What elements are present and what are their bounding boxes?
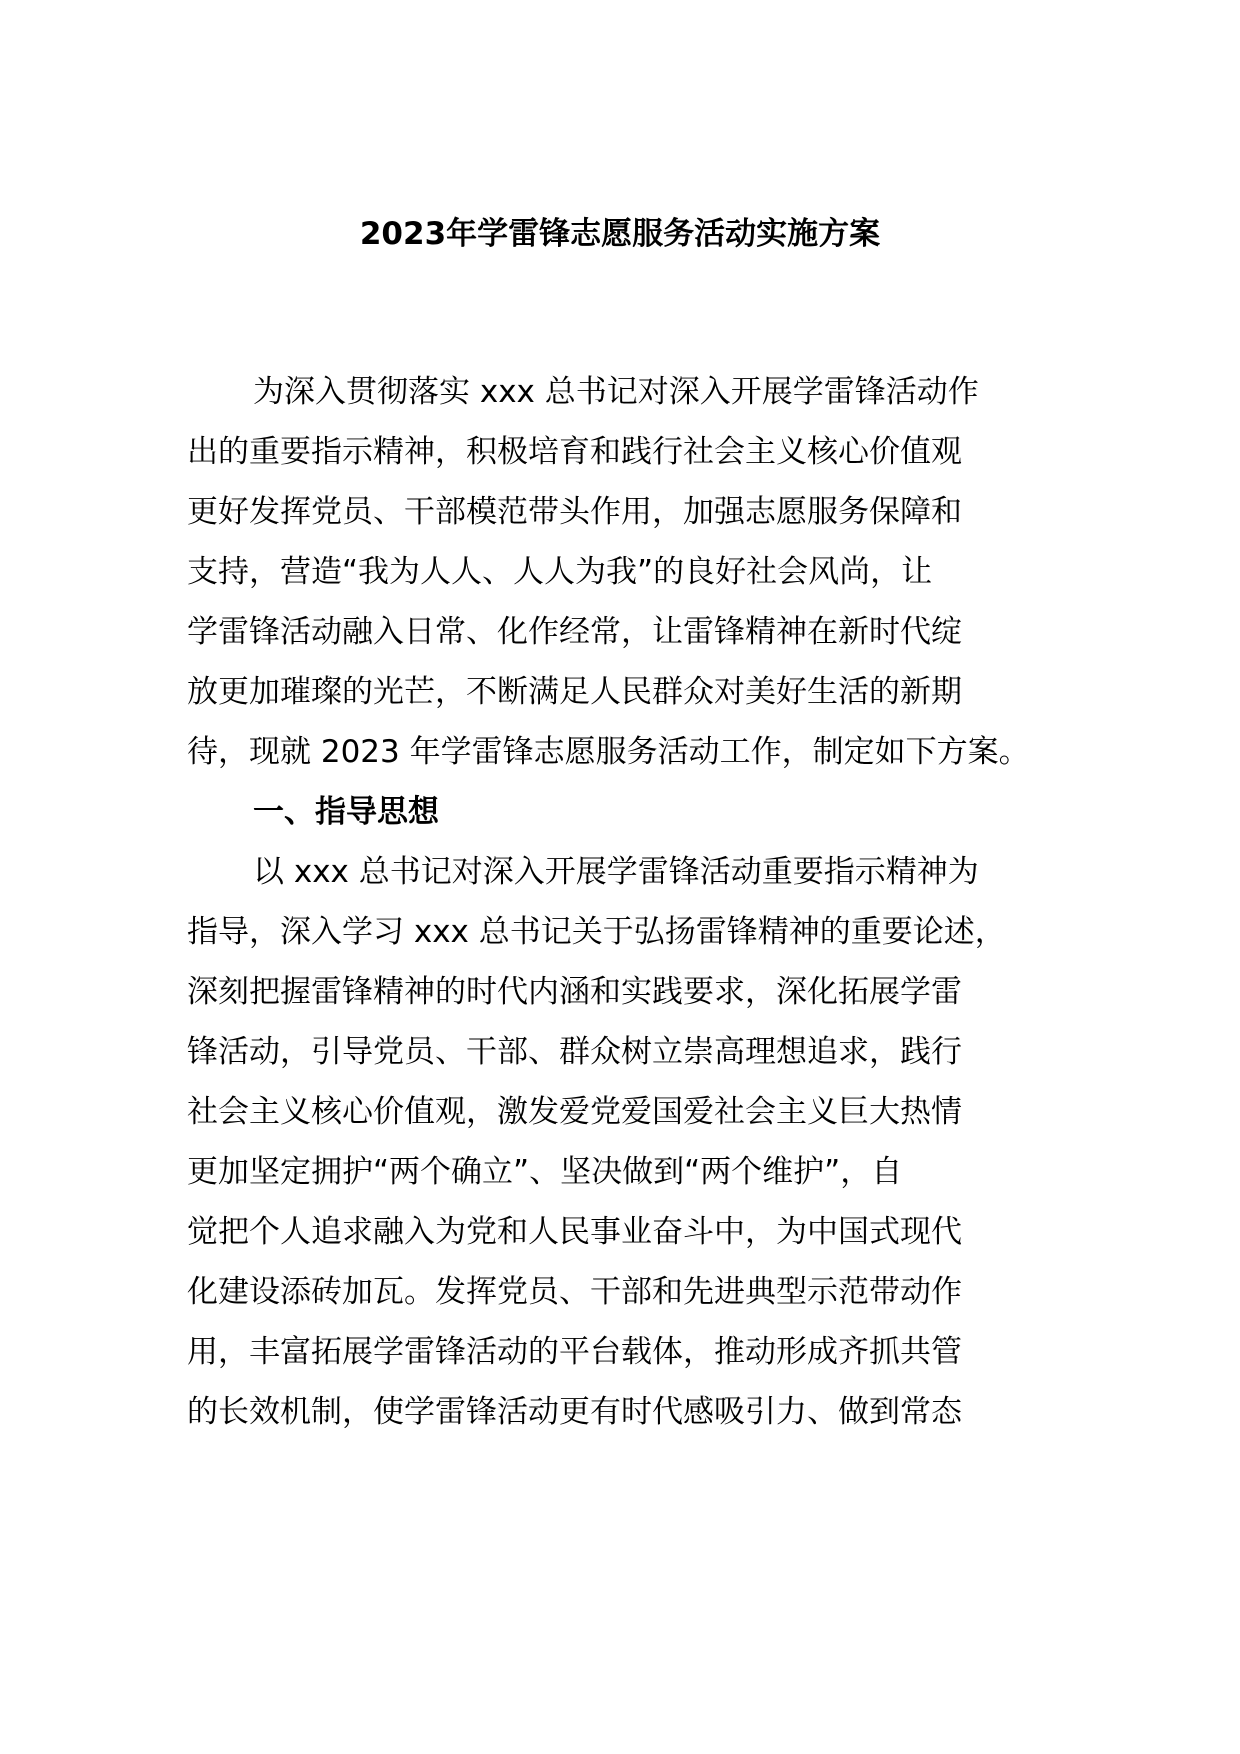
paragraph-line: 社会主义核心价值观，激发爱党爱国爱社会主义巨大热情 [187,1094,962,1130]
paragraph-line: 为深入贯彻落实 xxx 总书记对深入开展学雷锋活动作 [253,374,979,410]
section-heading: 一、指导思想 [253,794,439,830]
paragraph-line: 指导，深入学习 xxx 总书记关于弘扬雷锋精神的重要论述， [187,914,1006,950]
paragraph-line: 化建设添砖加瓦。发挥党员、干部和先进典型示范带动作 [187,1274,962,1310]
paragraph-line: 更好发挥党员、干部模范带头作用，加强志愿服务保障和 [187,494,962,530]
paragraph-line: 锋活动，引导党员、干部、群众树立崇高理想追求，践行 [187,1034,962,1070]
paragraph-line: 用，丰富拓展学雷锋活动的平台载体，推动形成齐抓共管 [187,1334,962,1370]
paragraph-line: 待，现就 2023 年学雷锋志愿服务活动工作，制定如下方案。 [187,734,1030,770]
paragraph-line: 觉把个人追求融入为党和人民事业奋斗中，为中国式现代 [187,1214,962,1250]
paragraph-line: 出的重要指示精神，积极培育和践行社会主义核心价值观 [187,434,962,470]
paragraph-line: 支持，营造“我为人人、人人为我”的良好社会风尚，让 [187,554,933,590]
paragraph-line: 更加坚定拥护“两个确立”、坚决做到“两个维护”，自 [187,1154,903,1190]
paragraph-line: 放更加璀璨的光芒，不断满足人民群众对美好生活的新期 [187,674,962,710]
document-title: 2023年学雷锋志愿服务活动实施方案 [359,216,881,252]
paragraph-line: 深刻把握雷锋精神的时代内涵和实践要求，深化拓展学雷 [187,974,962,1010]
paragraph-line: 的长效机制，使学雷锋活动更有时代感吸引力、做到常态 [187,1394,962,1430]
paragraph-line: 学雷锋活动融入日常、化作经常，让雷锋精神在新时代绽 [187,614,962,650]
paragraph-line: 以 xxx 总书记对深入开展学雷锋活动重要指示精神为 [253,854,979,890]
